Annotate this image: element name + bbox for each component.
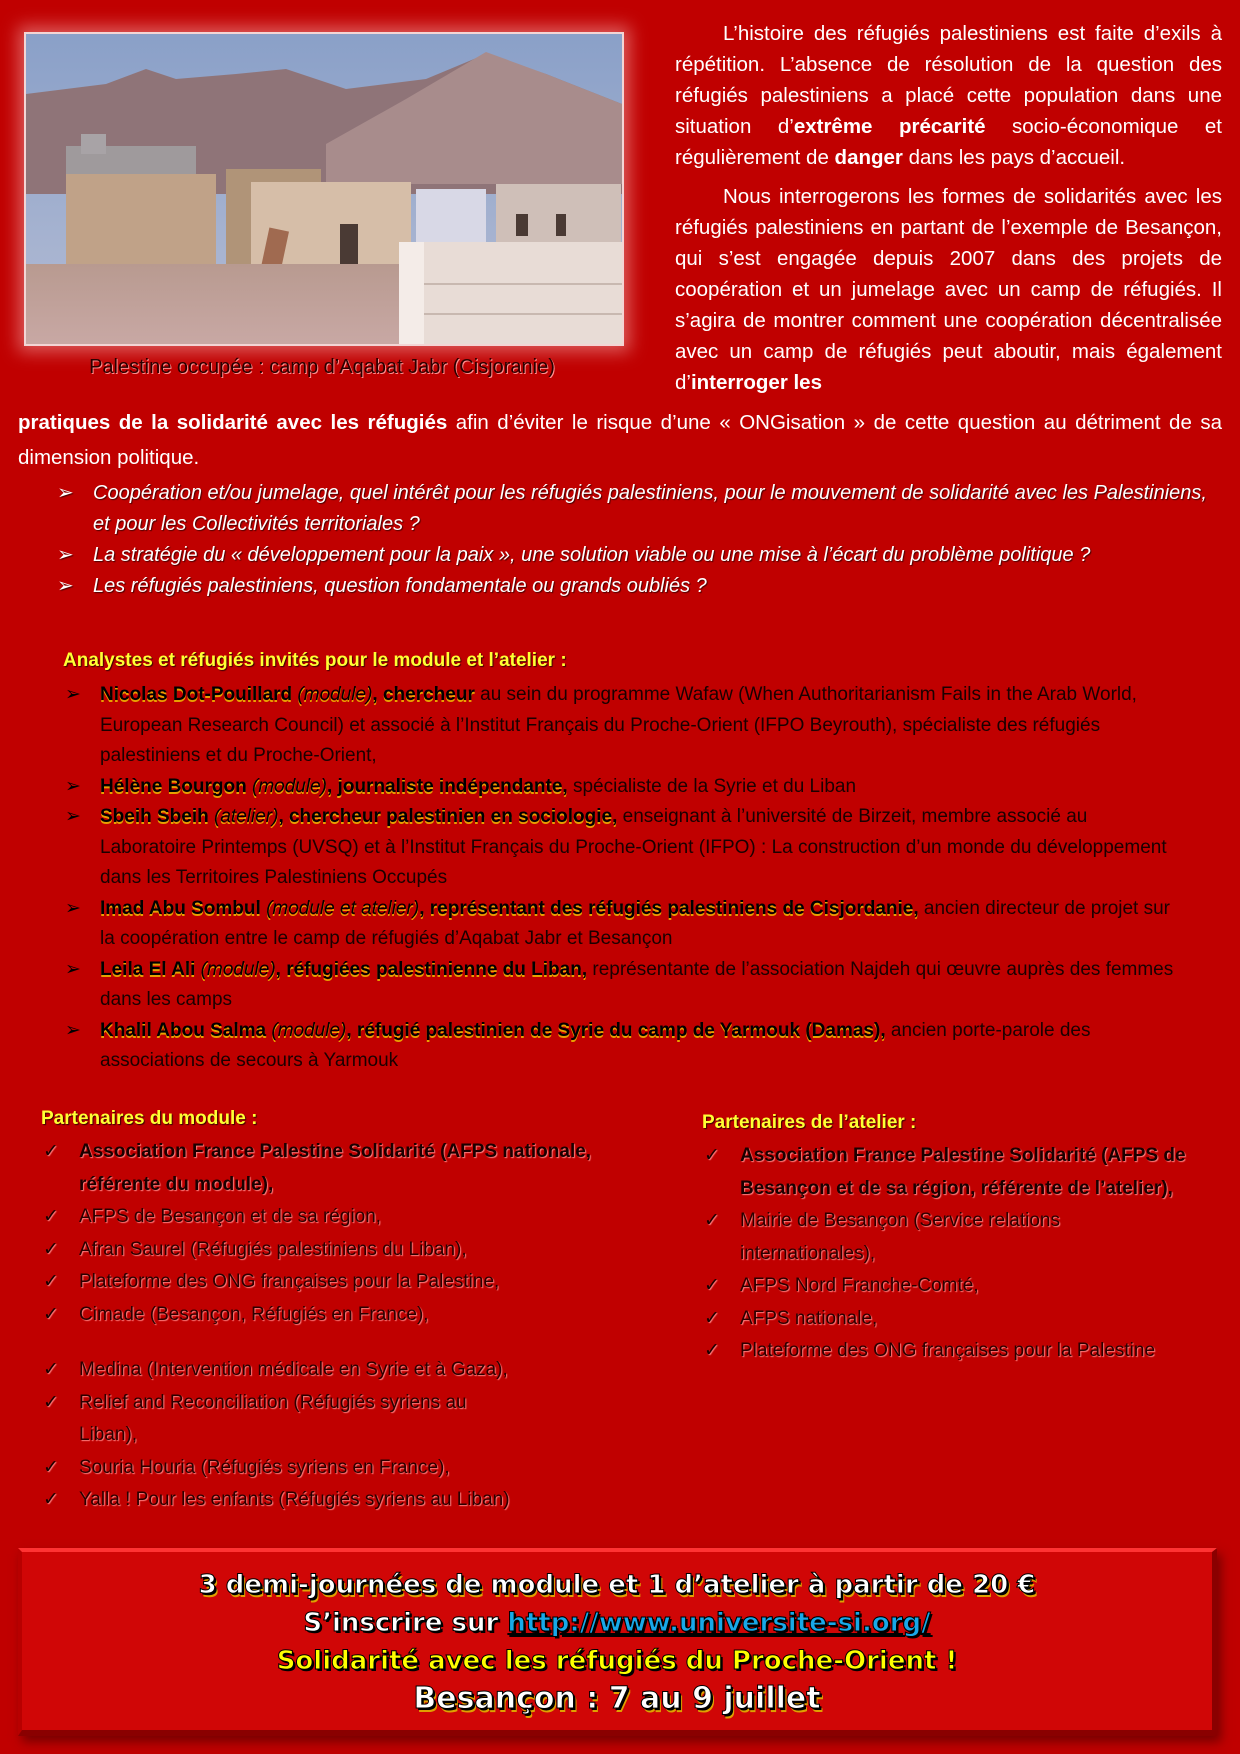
partner-item: ✓ Relief and Reconciliation (Réfugiés syriens au Liban), <box>41 1387 499 1452</box>
guest-name: Sbeih Sbeih <box>100 806 215 827</box>
partners-atelier-section <box>702 1112 1222 1368</box>
questions-list <box>55 478 1225 602</box>
check-icon: ✓ <box>704 1340 720 1361</box>
intro-text <box>675 18 1222 398</box>
partners-atelier-heading: Partenaires de l’atelier : <box>702 1112 917 1133</box>
banner-slogan: Solidarité avec les réfugiés du Proche-Orient ! <box>276 1646 958 1676</box>
check-icon: ✓ <box>43 1206 59 1227</box>
emphasis-danger: danger <box>834 146 903 169</box>
arrow-bullet-icon: ➢ <box>57 575 74 597</box>
guest-role: (module et atelier) <box>266 897 420 919</box>
guest-title: , réfugiées palestinienne du Liban, <box>275 958 588 980</box>
guest-description: au sein du programme Wafaw (When Authoritarianism Fails in the Arab World, European Research Council) et associé à l’Institut Français du Proche-Orient (IFPO Beyrouth), spécialiste des réfugiés palestiniens et du Proche-Orient, <box>100 684 1137 766</box>
partner-item: ✓ Yalla ! Pour les enfants (Réfugiés syriens au Liban) <box>41 1484 621 1517</box>
camp-photo-illustration <box>26 34 622 344</box>
banner-schedule-price: 3 demi-journées de module et 1 d’atelier à partir de 20 € <box>198 1570 1036 1600</box>
guest-item <box>63 894 1183 955</box>
partner-item: ✓ Afran Saurel (Réfugiés palestiniens du Liban), <box>41 1234 621 1267</box>
partner-item: ✓ AFPS de Besançon et de sa région, <box>41 1201 621 1234</box>
event-banner <box>18 1548 1217 1736</box>
partner-item: ✓ Plateforme des ONG françaises pour la Palestine <box>702 1335 1222 1368</box>
guest-name: Nicolas Dot-Pouillard <box>100 684 298 705</box>
check-icon: ✓ <box>43 1489 59 1510</box>
arrow-bullet-icon: ➢ <box>65 1019 81 1041</box>
guest-role: (module) <box>297 684 373 705</box>
arrow-bullet-icon: ➢ <box>65 958 81 980</box>
question-item: ➢ Coopération et/ou jumelage, quel intérêt pour les réfugiés palestiniens, pour le mouvement de solidarité avec les Palestiniens, et pour les Collectivités territoriales ? <box>55 478 1225 540</box>
guests-list <box>63 680 1183 1077</box>
question-item: ➢ La stratégie du « développement pour la paix », une solution viable ou une mise à l’écart du problème politique ? <box>55 540 1225 571</box>
guest-name: Hélène Bourgon <box>100 775 253 797</box>
guest-item <box>63 680 1183 772</box>
check-icon: ✓ <box>43 1359 59 1380</box>
partner-item: ✓ Mairie de Besançon (Service relations internationales), <box>702 1205 1140 1270</box>
guest-title: , réfugié palestinien de Syrie du camp de Yarmouk (Damas), <box>346 1019 886 1041</box>
guest-role: (module) <box>252 775 327 797</box>
partners-module-heading: Partenaires du module : <box>41 1108 258 1129</box>
guest-description: spécialiste de la Syrie et du Liban <box>567 775 857 797</box>
guest-item <box>63 955 1183 1016</box>
banner-registration: S’inscrire sur http://www.universite-si.org/ <box>303 1608 931 1638</box>
guest-item <box>63 772 1183 803</box>
partner-item: ✓ Medina (Intervention médicale en Syrie et à Gaza), <box>41 1354 621 1387</box>
intro-paragraph-2-continued: pratiques de la solidarité avec les réfugiés afin d’éviter le risque d’une « ONGisation » de cette question au détriment de sa dimension politique. <box>18 411 1222 469</box>
emphasis-precarite: extrême précarité <box>793 115 986 138</box>
partner-item: ✓ Plateforme des ONG françaises pour la Palestine, <box>41 1266 621 1299</box>
check-icon: ✓ <box>704 1275 720 1296</box>
guest-description: enseignant à l’université de Birzeit, membre associé au Laboratoire Printemps (UVSQ) et à l’Institut Français du Proche-Orient (IFPO) : La construction d’un monde du développement dans les Territoires Palestiniens Occupés <box>100 806 1167 888</box>
guest-item <box>63 1016 1183 1077</box>
check-icon: ✓ <box>704 1307 720 1329</box>
camp-photo <box>24 32 624 346</box>
emphasis-interroger: interroger les <box>690 371 822 394</box>
guest-title: , journaliste indépendante, <box>327 775 568 797</box>
arrow-bullet-icon: ➢ <box>65 897 81 919</box>
arrow-bullet-icon: ➢ <box>65 775 81 797</box>
partner-item: ✓ Association France Palestine Solidarité (AFPS de Besançon et de sa région, référente de l’atelier), <box>702 1140 1222 1205</box>
question-item: ➢ Les réfugiés palestiniens, question fondamentale ou grands oubliés ? <box>55 571 1225 602</box>
photo-caption: Palestine occupée : camp d’Aqabat Jabr (Cisjoranie) <box>89 356 555 378</box>
partners-atelier-list <box>702 1140 1222 1368</box>
guest-title: , chercheur palestinien en sociologie, <box>278 806 618 827</box>
arrow-bullet-icon: ➢ <box>65 684 81 705</box>
guest-role: (atelier) <box>214 806 279 827</box>
emphasis-pratiques: pratiques de la solidarité avec les réfugiés <box>18 411 448 434</box>
check-icon: ✓ <box>43 1303 59 1325</box>
guest-title: , représentant des réfugiés palestiniens de Cisjordanie, <box>419 897 919 919</box>
arrow-bullet-icon: ➢ <box>57 482 74 504</box>
guest-name: Imad Abu Sombul <box>100 897 267 919</box>
check-icon: ✓ <box>704 1145 720 1166</box>
registration-link[interactable]: http://www.universite-si.org/ <box>507 1608 931 1638</box>
guest-description: ancien directeur de projet sur la coopération entre le camp de réfugiés d’Aqabat Jabr et Besançon <box>100 897 1171 949</box>
partners-module-section <box>41 1108 621 1517</box>
banner-location-dates: Besançon : 7 au 9 juillet <box>413 1681 821 1716</box>
guest-title: , chercheur <box>372 684 475 705</box>
guests-heading: Analystes et réfugiés invités pour le module et l’atelier : <box>63 650 567 671</box>
guest-item <box>63 802 1183 894</box>
check-icon: ✓ <box>43 1271 59 1292</box>
arrow-bullet-icon: ➢ <box>65 806 81 827</box>
partners-module-list <box>41 1136 621 1517</box>
partner-item: ✓ AFPS nationale, <box>702 1303 1222 1336</box>
arrow-bullet-icon: ➢ <box>57 544 74 566</box>
guest-role: (module) <box>271 1019 347 1041</box>
intro-paragraph-2: Nous interrogerons les formes de solidarités avec les réfugiés palestiniens en partant de l’exemple de Besançon, qui s’est engagée depuis 2007 dans des projets de coopération et un jumelage avec un camp de réfugiés. Il s’agira de montrer comment une coopération décentralisée avec un camp de réfugiés peut aboutir, mais également d’interroger les <box>675 185 1222 394</box>
check-icon: ✓ <box>704 1210 720 1231</box>
check-icon: ✓ <box>43 1456 59 1478</box>
partner-item: ✓ Souria Houria (Réfugiés syriens en France), <box>41 1452 621 1485</box>
check-icon: ✓ <box>43 1391 59 1413</box>
partner-item: ✓ Association France Palestine Solidarité (AFPS nationale, référente du module), <box>41 1136 621 1201</box>
guest-role: (module) <box>200 958 276 980</box>
guest-description: ancien porte-parole des associations de secours à Yarmouk <box>100 1019 1091 1071</box>
guest-name: Leila El Ali <box>100 958 201 980</box>
check-icon: ✓ <box>43 1141 59 1162</box>
check-icon: ✓ <box>43 1238 59 1260</box>
guest-name: Khalil Abou Salma <box>100 1019 272 1041</box>
intro-paragraph-1: L’histoire des réfugiés palestiniens est faite d’exils à répétition. L’absence de résolution de la question des réfugiés palestiniens a placé cette population dans une situation d’extrême précarité socio-économique et régulièrement de danger dans les pays d’accueil. <box>675 22 1222 169</box>
partner-item: ✓ AFPS Nord Franche-Comté, <box>702 1270 1222 1303</box>
guest-description: représentante de l’association Najdeh qui œuvre auprès des femmes dans les camps <box>100 958 1174 1010</box>
partner-item: ✓ Cimade (Besançon, Réfugiés en France), <box>41 1299 621 1332</box>
